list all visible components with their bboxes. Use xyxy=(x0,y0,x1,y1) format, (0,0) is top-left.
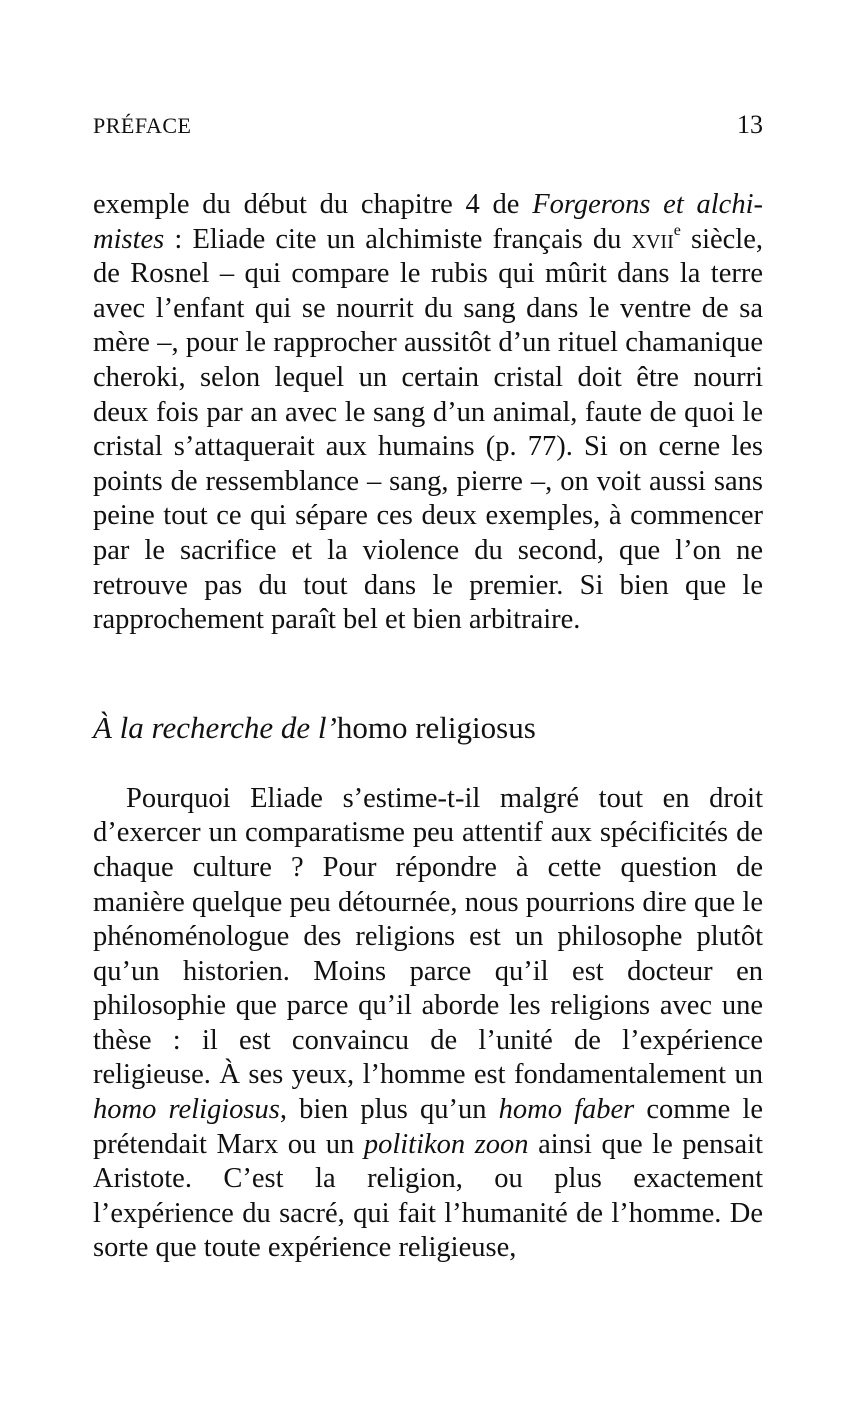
paragraph-continued xyxy=(93,188,763,638)
text-run: , bien plus qu’un xyxy=(279,1094,499,1126)
text-run: exemple du début du chapitre 4 de xyxy=(93,189,533,220)
book-page xyxy=(93,110,763,1266)
running-title: PRÉFACE xyxy=(93,113,192,138)
book-title: Forgerons et alchimistes xyxy=(93,189,763,255)
term-homo-faber: homo faber xyxy=(498,1094,635,1126)
page-number: 13 xyxy=(737,110,763,139)
text-run: : Eliade cite un alchimiste français du xyxy=(164,223,632,255)
heading-italic: À la recherche de l’ xyxy=(93,709,337,745)
running-header xyxy=(93,110,763,148)
text-run: comme le prétendait Marx ou un xyxy=(93,1094,763,1160)
heading-roman: homo religiosus xyxy=(336,709,536,745)
section-heading xyxy=(93,708,763,748)
text-run: siècle, de Rosnel – qui compare le rubis qui mûrit dans la terre avec l’enfant qui se nourrit du sang dans le ventre de sa mère –, pour le rapprocher aussitôt d’un rituel chamanique cheroki, selon lequel un certain cristal doit être nourri deux fois par an avec le sang d’un animal, faute de quoi le cristal s’attaquerait aux humains (p. 77). Si on cerne les points de ressemblance – sang, pierre –, on voit aussi sans peine tout ce qui sépare ces deux exemples, à commencer par le sacrifice et la violence du second, que l’on ne retrouve pas du tout dans le premier. Si bien que le rapprochement paraît bel et bien arbitraire. xyxy=(93,223,763,636)
paragraph-body xyxy=(93,782,763,1266)
text-run: Pourquoi Eliade s’estime-t-il malgré tout en droit d’exercer un comparatisme peu attentif aux spécificités de chaque culture ? Pour répondre à cette question de manière quelque peu détournée, nous pourrions dire que le phénoménologue des religions est un philosophe plutôt qu’un historien. Moins parce qu’il est docteur en philosophie que parce qu’il aborde les religions avec une thèse : il est convaincu de l’unité de l’expérience religieuse. À ses yeux, l’homme est fondamentalement un xyxy=(93,782,763,1091)
century-superscript: e xyxy=(673,221,681,239)
term-homo-religiosus: homo religiosus xyxy=(93,1094,280,1126)
term-politikon-zoon: politikon zoon xyxy=(363,1128,529,1160)
century-numeral: xvii xyxy=(631,223,674,255)
text-run: ainsi que le pensait Aristote. C’est la religion, ou plus exactement l’expérience du sacré, qui fait l’humanité de l’homme. De sorte que toute expérience religieuse, xyxy=(93,1128,763,1264)
